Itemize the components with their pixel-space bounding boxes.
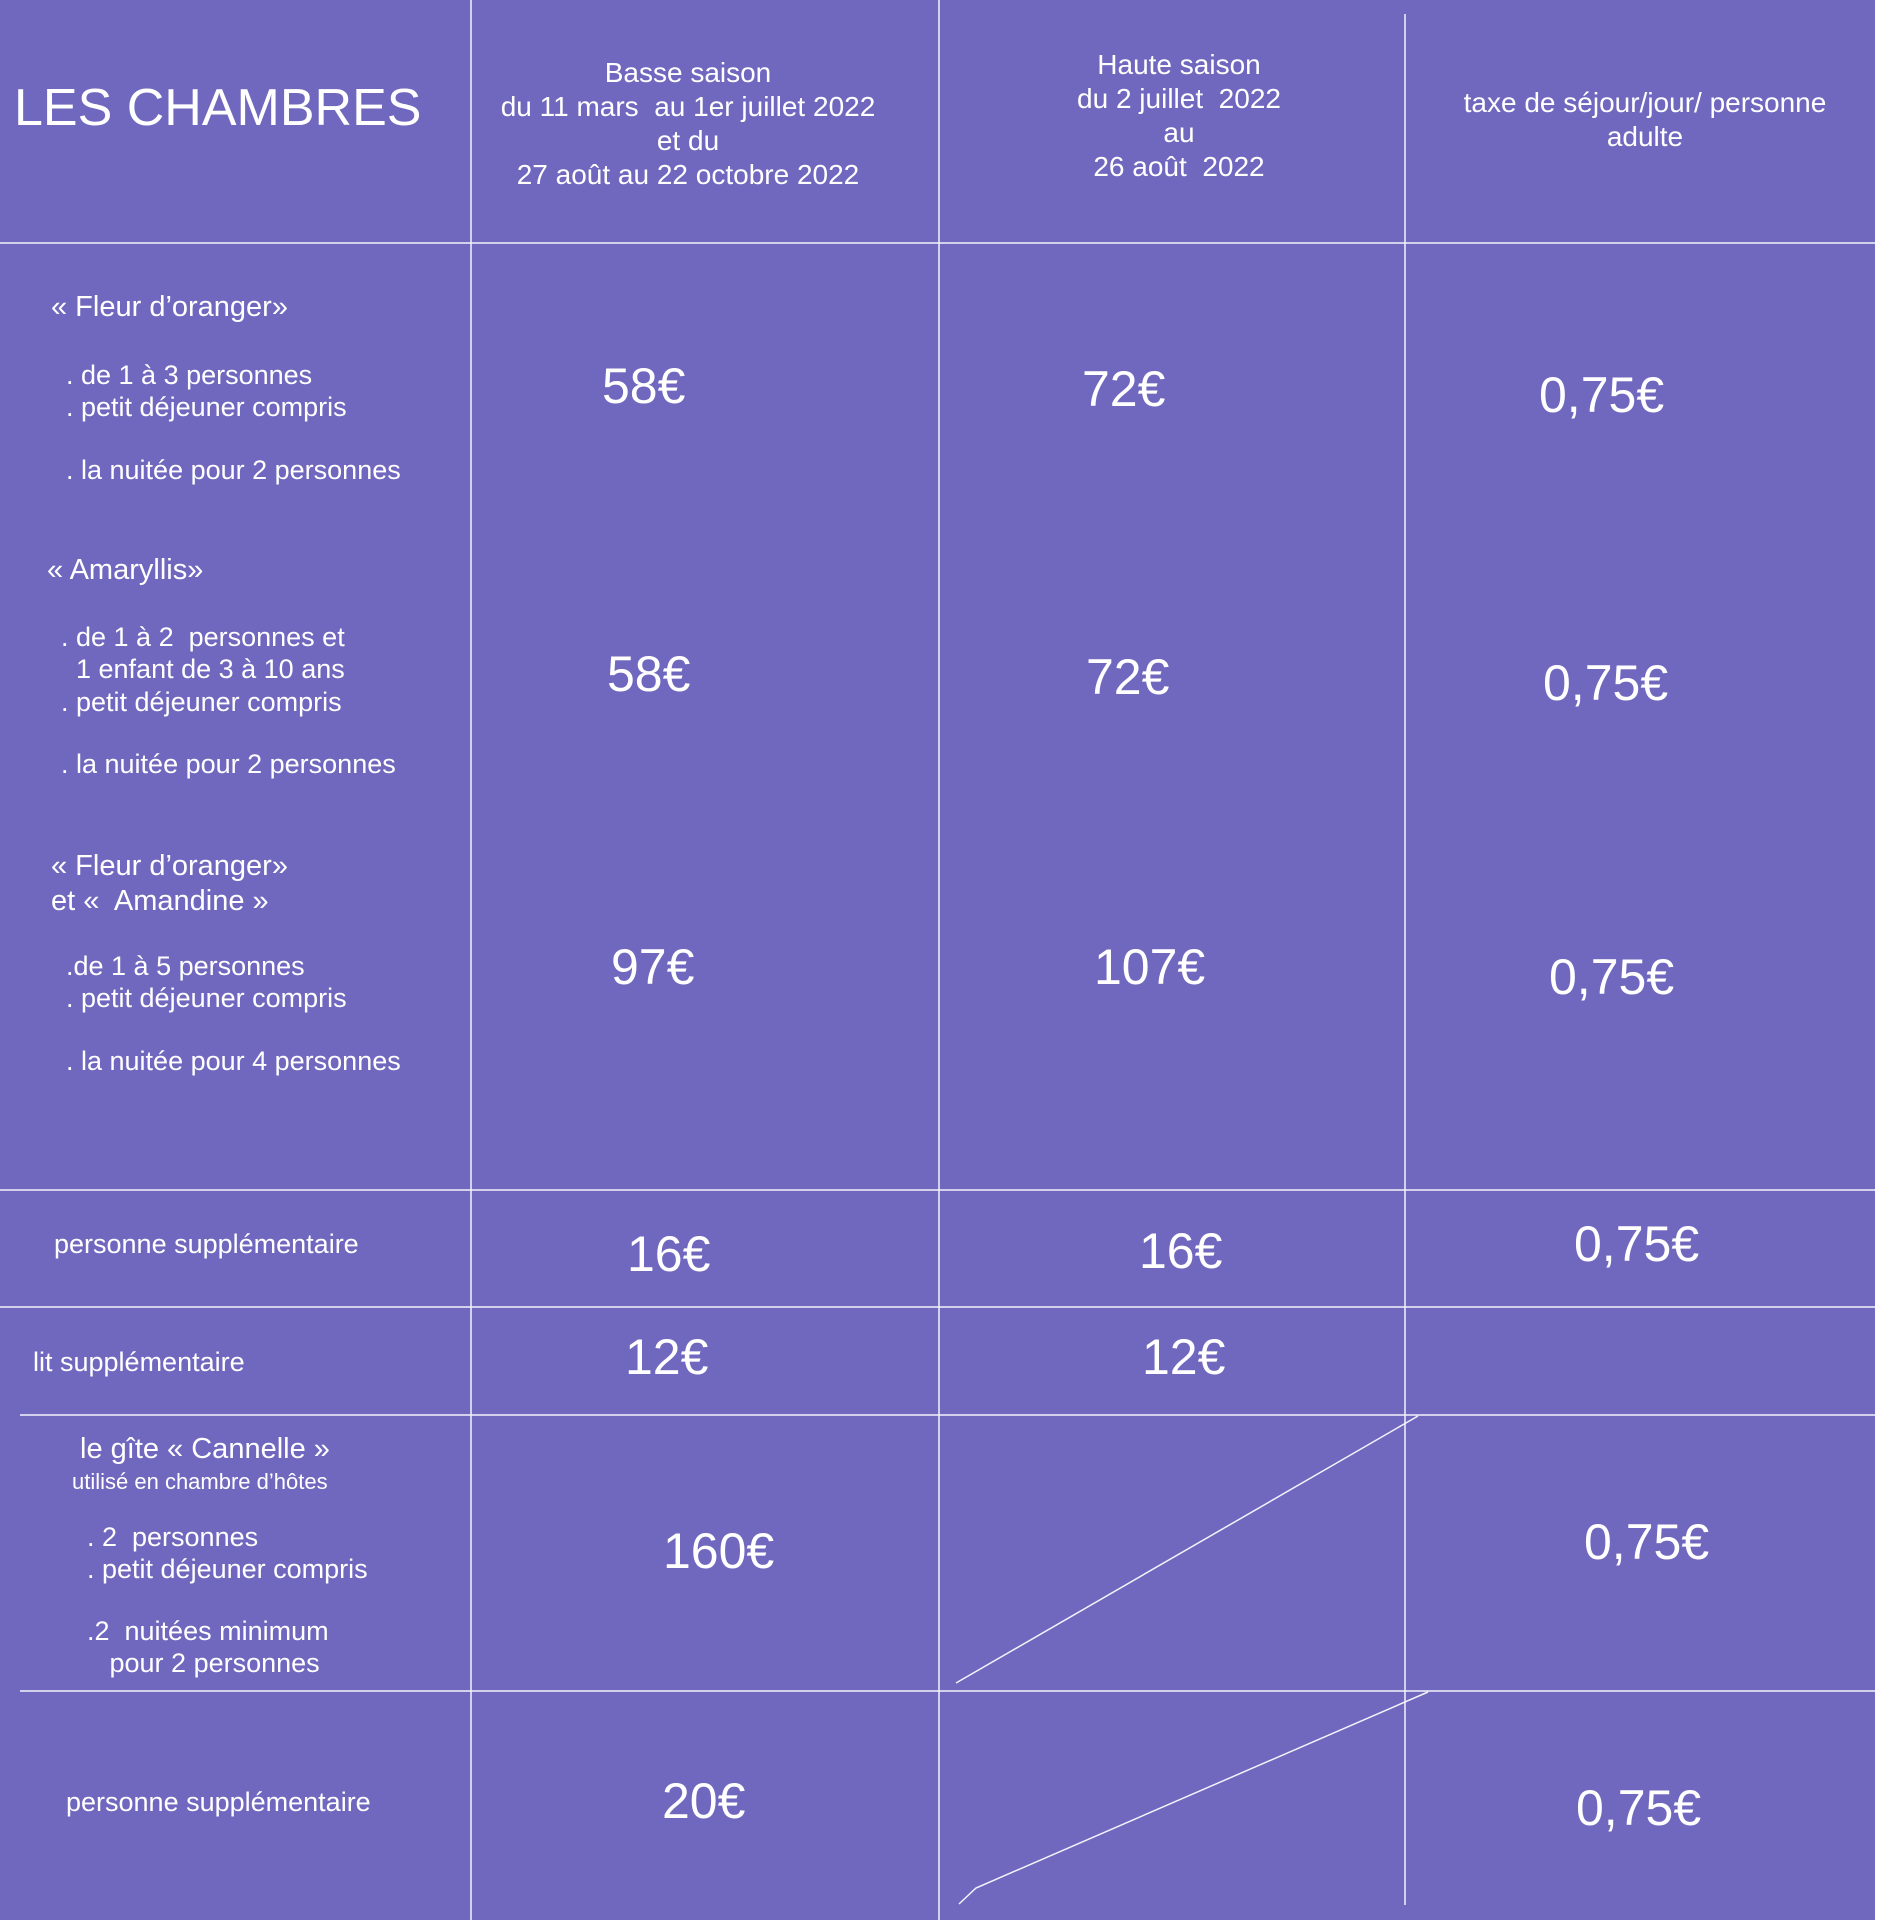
header-haute-saison: Haute saison du 2 juillet 2022 au 26 août 2022	[1077, 49, 1281, 183]
row-5-name: lit supplémentaire	[33, 1347, 245, 1377]
row-1-nuitee: . la nuitée pour 2 personnes	[66, 455, 401, 485]
row-6-name: le gîte « Cannelle »	[80, 1433, 330, 1465]
row-1-basse-price: 58€	[602, 358, 686, 414]
row-4-name: personne supplémentaire	[54, 1229, 359, 1259]
row-5-basse-price: 12€	[625, 1329, 709, 1385]
row-2-name: « Amaryllis»	[47, 554, 204, 586]
row-1-details: . de 1 à 3 personnes . petit déjeuner compris	[66, 360, 347, 423]
row-3-nuitee: . la nuitée pour 4 personnes	[66, 1046, 401, 1076]
row-7-taxe: 0,75€	[1576, 1780, 1702, 1836]
row-1-name: « Fleur d’oranger»	[51, 291, 288, 323]
row-6-basse-price: 160€	[663, 1523, 775, 1579]
row-2-nuitee: . la nuitée pour 2 personnes	[61, 749, 396, 779]
header-taxe: taxe de séjour/jour/ personne adulte	[1463, 87, 1827, 153]
na-strike-gite-haute	[956, 1416, 1418, 1683]
row-3-taxe: 0,75€	[1549, 949, 1675, 1005]
page-title: LES CHAMBRES	[14, 79, 422, 137]
row-2-haute-price: 72€	[1086, 649, 1170, 705]
row-3-basse-price: 97€	[611, 939, 695, 995]
row-3-name: « Fleur d’oranger» et « Amandine »	[51, 850, 288, 917]
row-1-haute-price: 72€	[1082, 361, 1166, 417]
row-4-basse-price: 16€	[627, 1226, 711, 1282]
row-6-nuitee: .2 nuitées minimum pour 2 personnes	[87, 1616, 329, 1679]
row-6-taxe: 0,75€	[1584, 1514, 1710, 1570]
na-strike-extra-haute	[959, 1692, 1428, 1904]
row-6-subtitle: utilisé en chambre d’hôtes	[72, 1469, 328, 1494]
row-7-name: personne supplémentaire	[66, 1787, 371, 1817]
row-2-taxe: 0,75€	[1543, 655, 1669, 711]
row-2-basse-price: 58€	[607, 646, 691, 702]
row-1-taxe: 0,75€	[1539, 367, 1665, 423]
row-7-basse-price: 20€	[662, 1773, 746, 1829]
row-3-haute-price: 107€	[1094, 939, 1206, 995]
row-4-haute-price: 16€	[1139, 1223, 1223, 1279]
header-basse-saison: Basse saison du 11 mars au 1er juillet 2022 et du 27 août au 22 octobre 2022	[500, 57, 876, 191]
row-4-taxe: 0,75€	[1574, 1216, 1700, 1272]
row-5-haute-price: 12€	[1142, 1329, 1226, 1385]
row-3-details: .de 1 à 5 personnes . petit déjeuner compris	[66, 951, 347, 1014]
row-6-details: . 2 personnes . petit déjeuner compris	[87, 1522, 368, 1585]
row-2-details: . de 1 à 2 personnes et 1 enfant de 3 à 10 ans . petit déjeuner compris	[61, 622, 345, 717]
